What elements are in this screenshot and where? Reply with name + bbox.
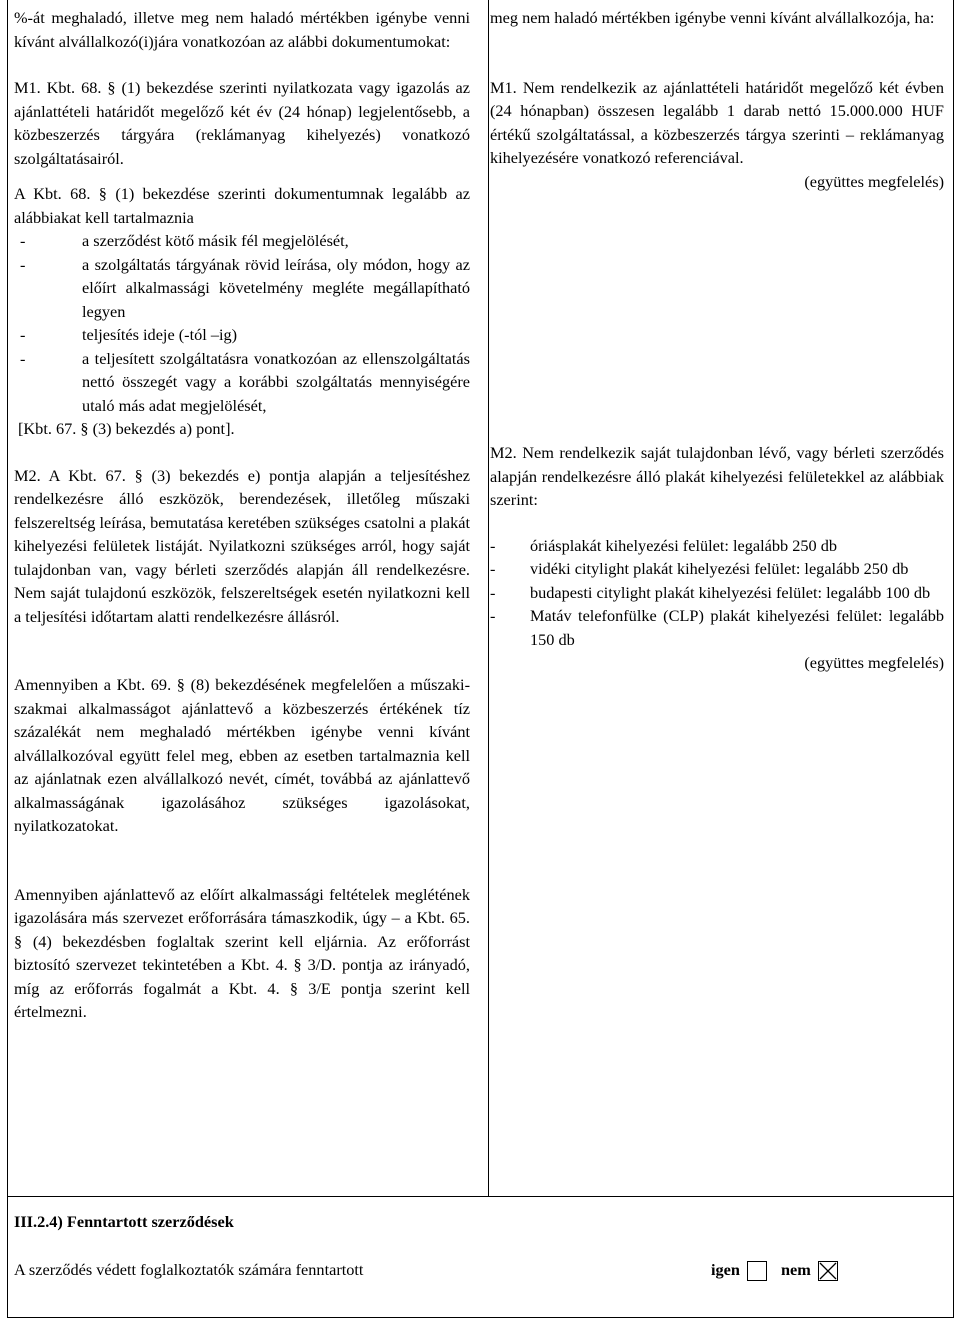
right-m1: M1. Nem rendelkezik az ajánlattételi határidőt megelőző két évben (24 hónapban) összesen legalább 1 darab nettó 15.000.000 HUF értékű szolgáltatással, a közbeszerzés tárgya szerinti – reklámanyag kihelyezésére vonatkozó referenciával. xyxy=(490,77,944,167)
list-item: - a szolgáltatás tárgyának rövid leírása, oly módon, hogy az előírt alkalmassági követelmény megléte megállapítható legyen xyxy=(20,254,470,321)
list-item: - Matáv telefonfülke (CLP) plakát kihelyezési felület: legalább 150 db xyxy=(490,606,944,649)
right-m2: M2. Nem rendelkezik saját tulajdonban lévő, vagy bérleti szerződés alapján rendelkezésre álló plakát kihelyezési felületekkel az alábbiak szerint: xyxy=(490,443,944,509)
no-checkbox[interactable] xyxy=(818,1261,838,1281)
left-m2: M2. A Kbt. 67. § (3) bekezdés e) pontja alapján a teljesítéshez rendelkezésre álló eszközök, berendezések, illetőleg műszaki felszereltség leírása, bemutatása keretében szükséges csatolni a plakát kihelyezési felületek listáját. Nyilatkozni szükséges arról, hogy saját tulajdonban van, vagy bérleti szerződés alapján áll rendelkezésre. Nem saját tulajdonú eszközök, felszereltségek esetén nyilatkozni kell a teljesítési időtartam alatti rendelkezésre állásról. xyxy=(14,465,470,626)
check-cross-icon xyxy=(819,1262,837,1280)
column-divider xyxy=(488,0,489,1197)
list-item: - a teljesített szolgáltatásra vonatkozóan az ellenszolgáltatás nettó összegét vagy a korábbi szolgáltatás mennyiségére utaló más adat megjelölését, xyxy=(20,348,470,415)
yes-label: igen xyxy=(711,1260,740,1279)
yes-checkbox[interactable] xyxy=(747,1261,767,1281)
no-label: nem xyxy=(780,1260,811,1279)
right-m1-note: (együttes megfelelés) xyxy=(804,171,944,191)
list-item: - óriásplakát kihelyezési felület: legalább 250 db xyxy=(490,535,837,555)
left-doc-reference: [Kbt. 67. § (3) bekezdés a) pont]. xyxy=(18,419,235,438)
left-doc-intro: A Kbt. 68. § (1) bekezdése szerinti dokumentumnak legalább az alábbiakat kell tartalmaznia xyxy=(14,184,470,227)
right-column xyxy=(490,6,944,675)
yes-no-options xyxy=(711,1258,838,1282)
left-column xyxy=(14,6,470,1024)
right-intro: meg nem haladó mértékben igénybe venni kívánt alvállalkozója, ha: xyxy=(490,8,935,27)
list-item: - teljesítés ideje (-tól –ig) xyxy=(20,325,238,344)
m2-requirements-list xyxy=(490,534,944,652)
left-kbt69-paragraph: Amennyiben a Kbt. 69. § (8) bekezdésének megfelelően a műszaki-szakmai alkalmasságot ajánlattevő a közbeszerzés értékének tíz százalékát nem meghaladó mértékben igénybe venni kívánt alvállalkozóval együtt felel meg, ebben az esetben tartalmaznia kell az ajánlatnak ezen alvállalkozó nevét, címét, továbbá az ajánlattevő alkalmasságának igazolásához szükséges igazolásokat, nyilatkozatokat. xyxy=(14,675,470,835)
section-divider xyxy=(8,1196,953,1197)
left-m1: M1. Kbt. 68. § (1) bekezdése szerinti nyilatkozata vagy igazolás az ajánlattételi határidőt megelőző két év (24 hónap) legjelentősebb, a közbeszerzés tárgyára (reklámanyag kihelyezés) vonatkozó szolgáltatásairól. xyxy=(14,78,470,168)
left-intro: %-át meghaladó, illetve meg nem haladó mértékben igénybe venni kívánt alvállalkozó(i)jára vonatkozóan az alábbi dokumentumokat: xyxy=(14,8,470,51)
list-item: - budapesti citylight plakát kihelyezési felület: legalább 100 db xyxy=(490,582,931,602)
doc-requirements-list xyxy=(14,229,470,417)
list-item: - vidéki citylight plakát kihelyezési felület: legalább 250 db xyxy=(490,559,909,578)
left-kbt65-paragraph: Amennyiben ajánlattevő az előírt alkalmassági feltételek meglétének igazolására más szervezet erőforrására támaszkodik, úgy – a Kbt. 65. § (4) bekezdésben foglaltak szerint kell eljárnia. Az erőforrást biztosító szervezet tekintetében a Kbt. 4. § 3/D. pontja az irányadó, míg az erőforrás fogalmát a Kbt. 4. § 3/E pontja szerint kell értelmezni. xyxy=(14,884,470,1021)
list-item: - a szerződést kötő másik fél megjelölését, xyxy=(20,231,349,250)
right-m2-note: (együttes megfelelés) xyxy=(804,653,944,672)
reserved-label: A szerződés védett foglalkoztatók számára fenntartott xyxy=(14,1260,364,1279)
section-title: III.2.4) Fenntartott szerződések xyxy=(14,1212,234,1231)
